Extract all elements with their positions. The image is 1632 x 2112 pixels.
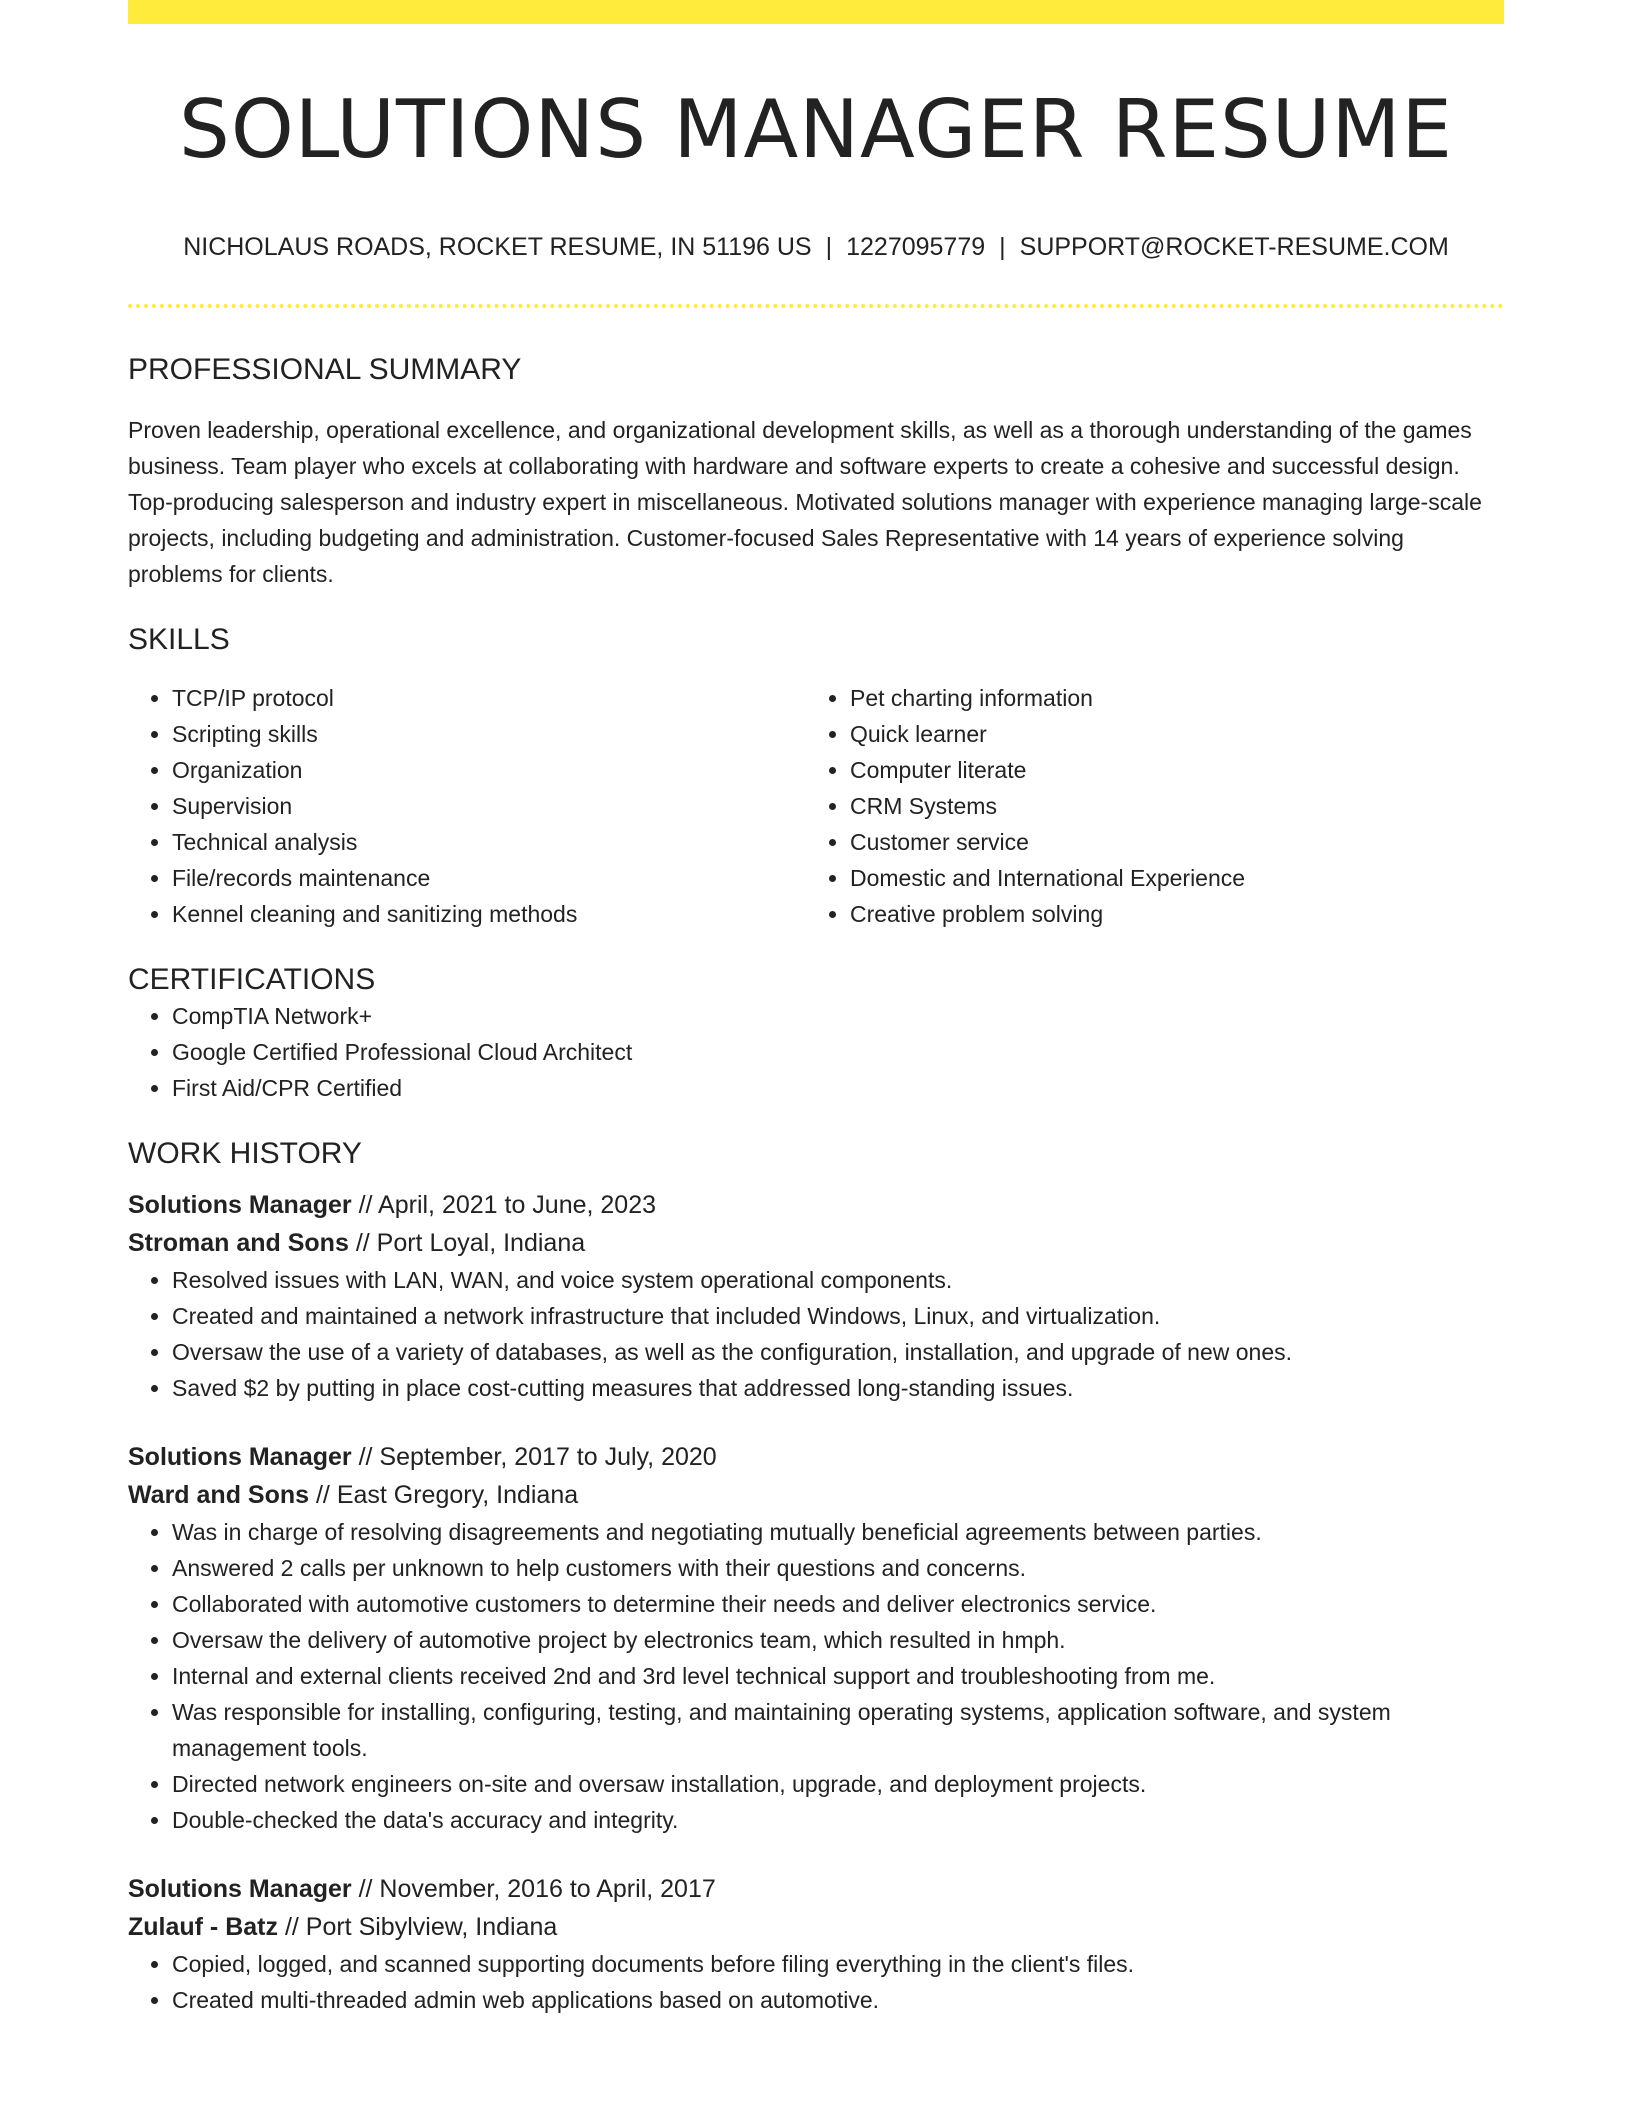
- skill-item: • Organization: [172, 752, 806, 788]
- skill-item: • Creative problem solving: [850, 896, 1484, 932]
- job-dates: // September, 2017 to July, 2020: [351, 1443, 717, 1471]
- job-company-line: [128, 1224, 1504, 1262]
- skill-item: • Kennel cleaning and sanitizing methods: [172, 896, 806, 932]
- job-title: Solutions Manager: [128, 1875, 352, 1903]
- job-entry: [128, 1870, 1504, 2018]
- contact-line: [128, 232, 1504, 262]
- skill-item: • CRM Systems: [850, 788, 1484, 824]
- job-bullet: • Saved $2 by putting in place cost-cutting measures that addressed long-standing issues.: [172, 1370, 1504, 1406]
- contact-phone: 1227095779: [846, 233, 986, 261]
- resume-title: SOLUTIONS MANAGER RESUME: [179, 83, 1453, 176]
- job-entry: [128, 1438, 1504, 1838]
- summary-heading: PROFESSIONAL SUMMARY: [128, 353, 522, 386]
- job-bullet: • Internal and external clients received 2nd and 3rd level technical support and troubleshooting from me.: [172, 1658, 1504, 1694]
- job-bullet: • Oversaw the delivery of automotive project by electronics team, which resulted in hmph.: [172, 1622, 1504, 1658]
- job-bullet: • Copied, logged, and scanned supporting documents before filing everything in the client's files.: [172, 1946, 1504, 1982]
- job-company: Ward and Sons: [128, 1481, 310, 1509]
- contact-address: NICHOLAUS ROADS, ROCKET RESUME, IN 51196 US: [183, 233, 812, 261]
- resume-page: [128, 0, 1504, 2018]
- job-company-line: [128, 1476, 1504, 1514]
- job-bullets: [128, 1514, 1504, 1838]
- job-title: Solutions Manager: [128, 1191, 352, 1219]
- job-location: // East Gregory, Indiana: [309, 1481, 579, 1509]
- skill-item: • Technical analysis: [172, 824, 806, 860]
- job-bullet: • Created and maintained a network infrastructure that included Windows, Linux, and virtualization.: [172, 1298, 1504, 1334]
- contact-email: SUPPORT@ROCKET-RESUME.COM: [1019, 233, 1449, 261]
- dotted-divider: [128, 304, 1504, 308]
- certification-item: • First Aid/CPR Certified: [172, 1070, 1504, 1106]
- job-bullet: • Answered 2 calls per unknown to help customers with their questions and concerns.: [172, 1550, 1504, 1586]
- job-bullet: • Directed network engineers on-site and oversaw installation, upgrade, and deployment projects.: [172, 1766, 1504, 1802]
- job-company: Stroman and Sons: [128, 1229, 349, 1257]
- job-bullet: • Oversaw the use of a variety of databases, as well as the configuration, installation, and upgrade of new ones.: [172, 1334, 1504, 1370]
- job-title-line: [128, 1438, 1504, 1476]
- job-bullet: • Double-checked the data's accuracy and integrity.: [172, 1802, 1504, 1838]
- job-bullets: [128, 1946, 1504, 2018]
- skill-item: • Quick learner: [850, 716, 1484, 752]
- job-title-line: [128, 1186, 1504, 1224]
- job-bullet: • Created multi-threaded admin web applications based on automotive.: [172, 1982, 1504, 2018]
- job-company: Zulauf - Batz: [128, 1913, 278, 1941]
- job-bullet: • Was in charge of resolving disagreements and negotiating mutually beneficial agreements between parties.: [172, 1514, 1504, 1550]
- skill-item: • File/records maintenance: [172, 860, 806, 896]
- certification-item: • Google Certified Professional Cloud Architect: [172, 1034, 1504, 1070]
- job-bullets: [128, 1262, 1504, 1406]
- job-entry: [128, 1186, 1504, 1406]
- certifications-heading: CERTIFICATIONS: [128, 963, 376, 996]
- job-location: // Port Sibylview, Indiana: [278, 1913, 558, 1941]
- skills-right-list: [806, 680, 1484, 932]
- job-title: Solutions Manager: [128, 1443, 352, 1471]
- job-bullet: • Was responsible for installing, configuring, testing, and maintaining operating systems, application software, and system management tools.: [172, 1694, 1504, 1766]
- skill-item: • Customer service: [850, 824, 1484, 860]
- job-bullet: • Resolved issues with LAN, WAN, and voice system operational components.: [172, 1262, 1504, 1298]
- job-location: // Port Loyal, Indiana: [348, 1229, 586, 1257]
- skill-item: • Pet charting information: [850, 680, 1484, 716]
- skill-item: • Supervision: [172, 788, 806, 824]
- skill-item: • Computer literate: [850, 752, 1484, 788]
- contact-separator: |: [999, 233, 1006, 261]
- skill-item: • Scripting skills: [172, 716, 806, 752]
- accent-top-bar: [128, 0, 1504, 24]
- skills-left-list: [128, 680, 806, 932]
- certification-item: • CompTIA Network+: [172, 998, 1504, 1034]
- contact-separator: |: [825, 233, 833, 261]
- job-company-line: [128, 1908, 1504, 1946]
- skills-heading: SKILLS: [128, 623, 230, 656]
- summary-text: Proven leadership, operational excellence, and organizational development skills, as well as a thorough understanding of the games business. Team player who excels at collaborating with hardware and software experts to create a cohesive and successful design. Top-producing salesperson and industry expert in miscellaneous. Motivated solutions manager with experience managing large-scale projects, including budgeting and administration. Customer-focused Sales Representative with 14 years of experience solving problems for clients.: [128, 417, 1482, 587]
- job-dates: // April, 2021 to June, 2023: [351, 1191, 657, 1219]
- job-title-line: [128, 1870, 1504, 1908]
- work-history-heading: WORK HISTORY: [128, 1137, 362, 1170]
- skill-item: • Domestic and International Experience: [850, 860, 1484, 896]
- skills-columns: [128, 680, 1504, 932]
- job-bullet: • Collaborated with automotive customers to determine their needs and deliver electronics service.: [172, 1586, 1504, 1622]
- job-dates: // November, 2016 to April, 2017: [351, 1875, 716, 1903]
- skill-item: • TCP/IP protocol: [172, 680, 806, 716]
- certifications-list: [128, 998, 1504, 1106]
